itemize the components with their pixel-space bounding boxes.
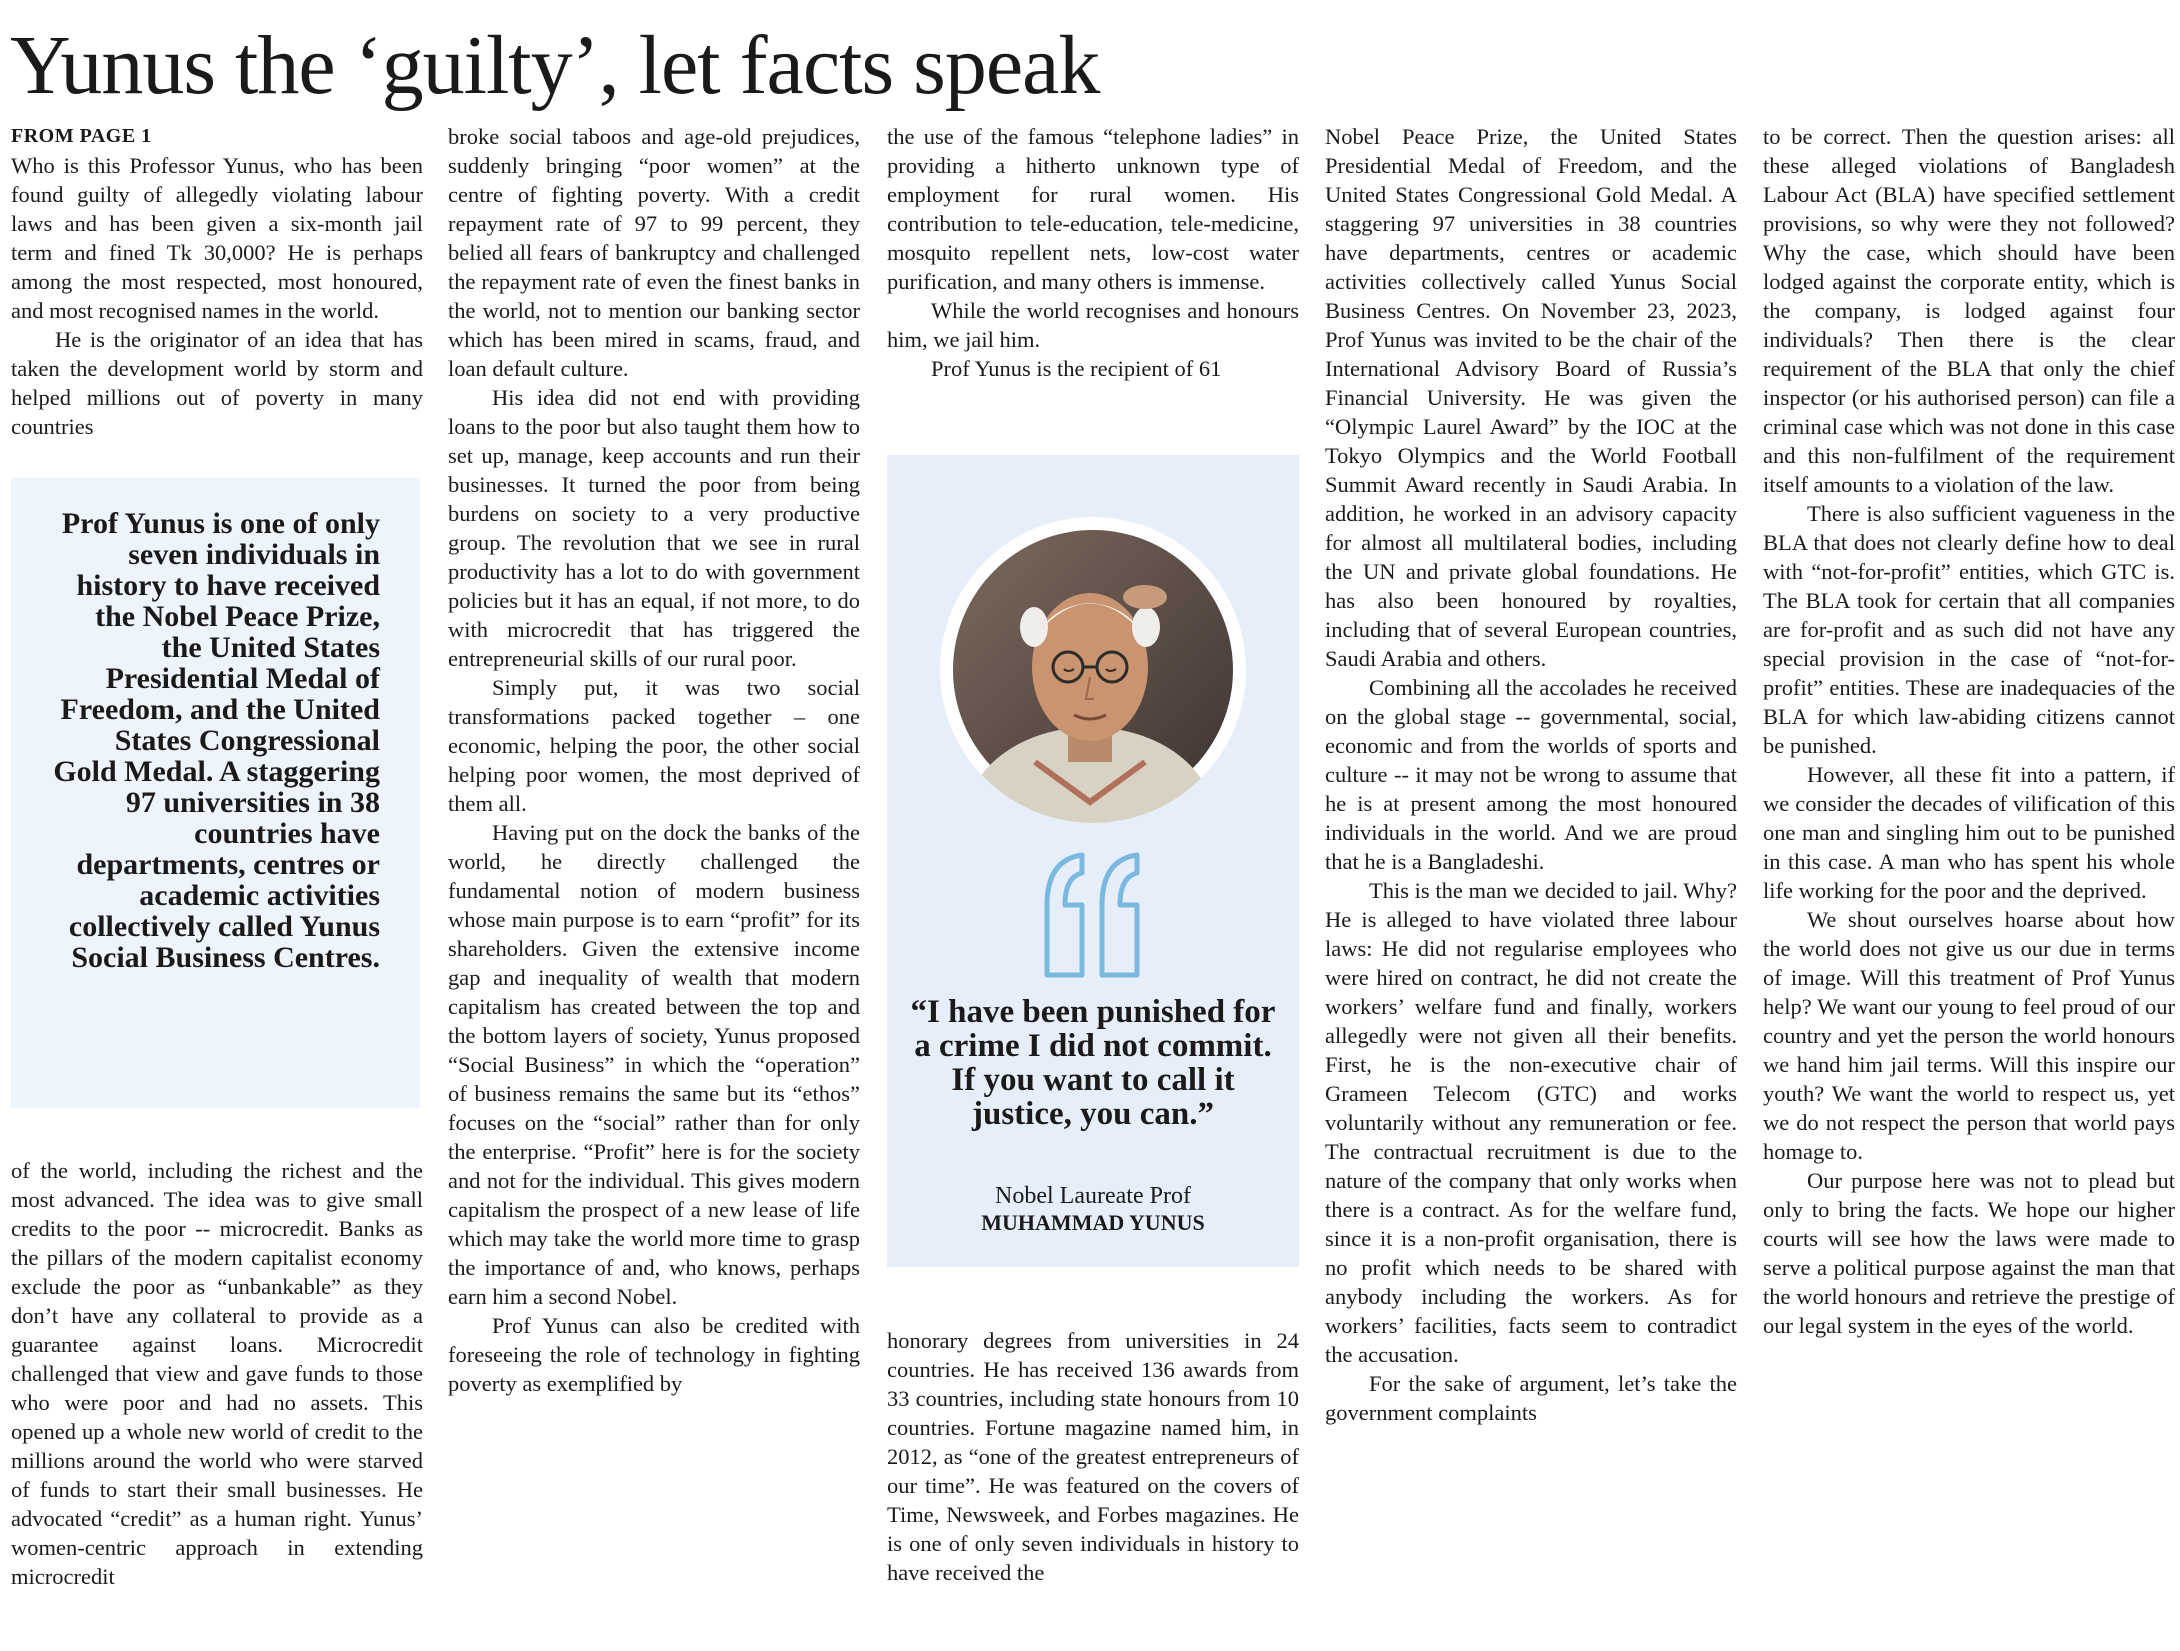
paragraph: honorary degrees from universities in 24 countries. He has received 136 awards from 33 countries, including state honours from 10 countries. Fortune magazine named him, in 2012, as “one of the greatest entrepreneurs of our time”. He was featured on the covers of Time, Newsweek, and Forbes magazines. He is one of only seven individuals in history to have received the bbox=[887, 1328, 1299, 1585]
paragraph: to be correct. Then the question arises: all these alleged violations of Bangladesh Labour Act (BLA) have specified settlement provisions, so why were they not followed? Why the case, which should have been lodged against the corporate entity, which is the company, is lodged against four individuals? Then there is the clear requirement of the BLA that only the chief inspector (or his authorised person) can file a criminal case which was not done in this case and this non-fulfilment of the requirement itself amounts to a violation of the law. bbox=[1763, 124, 2175, 497]
column-4 bbox=[1325, 122, 1737, 1427]
quote-attribution-name: MUHAMMAD YUNUS bbox=[981, 1210, 1205, 1235]
portrait-photo bbox=[940, 517, 1246, 823]
column-2 bbox=[448, 122, 860, 1398]
quote-box bbox=[887, 455, 1299, 1267]
paragraph: Our purpose here was not to plead but only to bring the facts. We hope our higher courts will see how the laws were made to serve a political purpose against the man that the world honours and retrieve the prestige of our legal system in the eyes of the world. bbox=[1763, 1168, 2175, 1338]
pull-quote-box bbox=[11, 478, 420, 1108]
pull-quote-text: Prof Yunus is one of only seven individuals in history to have received the Nobel Peace Prize, the United States Presidential Medal of Freedom, and the United States Congressional Gold Medal. A staggering 97 universities in 38 countries have departments, centres or academic activities collectively called Yunus Social Business Centres. bbox=[53, 507, 380, 974]
paragraph: Prof Yunus is the recipient of 61 bbox=[931, 356, 1222, 381]
paragraph: His idea did not end with providing loans to the poor but also taught them how to set up, manage, keep accounts and run their businesses. It turned the poor from being burdens on society to a very productive group. The revolution that we see in rural productivity has a lot to do with government policies but it has an equal, if not more, to do with microcredit that has triggered the entrepreneurial skills of our rural poor. bbox=[448, 385, 860, 671]
paragraph: Nobel Peace Prize, the United States Presidential Medal of Freedom, and the United States Congressional Gold Medal. A staggering 97 universities in 38 countries have departments, centres or academic activities collectively called Yunus Social Business Centres. On November 23, 2023, Prof Yunus was invited to be the chair of the International Advisory Board of Russia’s Financial University. He was given the “Olympic Laurel Award” by the IOC at the Tokyo Olympics and the World Football Summit Award recently in Saudi Arabia. In addition, he worked in an advisory capacity for almost all multilateral bodies, including the UN and private global foundations. He has also been honoured by royalties, including that of several European countries, Saudi Arabia and others. bbox=[1325, 124, 1737, 671]
column-3-bottom bbox=[887, 1326, 1299, 1587]
paragraph: the use of the famous “telephone ladies” in providing a hitherto unknown type of employment for rural women. His contribution to tele-education, tele-medicine, mosquito repellent nets, low-cost water purification, and many others is immense. bbox=[887, 124, 1299, 294]
column-1-top bbox=[11, 122, 423, 441]
paragraph: However, all these fit into a pattern, if we consider the decades of vilification of this one man and singling him out to be punished in this case. A man who has spent his whole life working for the poor and the deprived. bbox=[1763, 762, 2175, 903]
paragraph: While the world recognises and honours him, we jail him. bbox=[887, 298, 1299, 352]
paragraph: This is the man we decided to jail. Why? He is alleged to have violated three labour laws: He did not regularise employees who were hired on contract, he did not create the workers’ welfare fund and finally, workers allegedly were not given all their benefits. First, he is the non-executive chair of Grameen Telecom (GTC) and works voluntarily without any remuneration or fee. The contractual recruitment is due to the nature of the company that only works when there is a contract. As for the welfare fund, since it is a non-profit organisation, there is no profit which needs to be shared with anybody including the workers. As for workers’ facilities, facts seem to contradict the accusation. bbox=[1325, 878, 1737, 1367]
column-3-top bbox=[887, 122, 1299, 383]
paragraph: of the world, including the richest and the most advanced. The idea was to give small credits to the poor -- microcredit. Banks as the pillars of the modern capitalist economy exclude the poor as “unbankable” as they don’t have any collateral to provide as a guarantee against loans. Microcredit challenged that view and gave funds to those who were poor and had no assets. This opened up a whole new world of credit to the millions around the world who were starved of funds to start their small businesses. He advocated “credit” as a human right. Yunus’ women-centric approach in extending microcredit bbox=[11, 1158, 423, 1589]
paragraph: For the sake of argument, let’s take the government complaints bbox=[1325, 1371, 1737, 1425]
paragraph: Combining all the accolades he received on the global stage -- governmental, social, economic and from the worlds of sports and culture -- it may not be wrong to assume that he is at present among the most honoured individuals in the world. And we are proud that he is a Bangladeshi. bbox=[1325, 675, 1737, 874]
paragraph: Simply put, it was two social transformations packed together – one economic, helping the poor, the other social helping poor women, the most deprived of them all. bbox=[448, 675, 860, 816]
column-1-bottom bbox=[11, 1156, 423, 1591]
paragraph: We shout ourselves hoarse about how the world does not give us our due in terms of image. Will this treatment of Prof Yunus help? We want our young to feel proud of our country and yet the person the world honours we hand him jail terms. Will this inspire our youth? We want the world to respect us, yet we do not respect the person that world pays homage to. bbox=[1763, 907, 2175, 1164]
paragraph: Prof Yunus can also be credited with foreseeing the role of technology in fighting poverty as exemplified by bbox=[448, 1313, 860, 1396]
quote-attribution-title: Nobel Laureate Prof bbox=[995, 1183, 1191, 1209]
paragraph: He is the originator of an idea that has taken the development world by storm and helped millions out of poverty in many countries bbox=[11, 327, 423, 439]
paragraph: There is also sufficient vagueness in the BLA that does not clearly define how to deal with “not-for-profit” entities, which GTC is. The BLA took for certain that all companies are for-profit and as such did not have any special provision in the case of “not-for-profit” entities. These are inadequacies of the BLA for which law-abiding citizens cannot be punished. bbox=[1763, 501, 2175, 758]
paragraph: Who is this Professor Yunus, who has been found guilty of allegedly violating labour laws and has been given a six-month jail term and fined Tk 30,000? He is perhaps among the most respected, most honoured, and most recognised names in the world. bbox=[11, 153, 423, 323]
paragraph: broke social taboos and age-old prejudices, suddenly bringing “poor women” at the centre of fighting poverty. With a credit repayment rate of 97 to 99 percent, they belied all fears of bankruptcy and challenged the repayment rate of even the finest banks in the world, not to mention our banking sector which has been mired in scams, fraud, and loan default culture. bbox=[448, 124, 860, 381]
quote-text: “I have been punished for a crime I did not commit. If you want to call it justice, you can.” bbox=[910, 994, 1276, 1132]
portrait-illustration bbox=[940, 517, 1246, 823]
headline: Yunus the ‘guilty’, let facts speak bbox=[10, 19, 1100, 112]
column-5 bbox=[1763, 122, 2175, 1340]
kicker: FROM PAGE 1 bbox=[11, 125, 152, 147]
paragraph: Having put on the dock the banks of the world, he directly challenged the fundamental notion of modern business whose main purpose is to earn “profit” for its shareholders. Given the extensive income gap and inequality of wealth that modern capitalism has created between the top and the bottom layers of society, Yunus proposed “Social Business” in which the “operation” of business remains the same but its “ethos” focuses on the “social” rather than for only the enterprise. “Profit” here is for the society and not for the individual. This gives modern capitalism the prospect of a new lease of life which may take the world more time to grasp the importance of and, who knows, perhaps earn him a second Nobel. bbox=[448, 820, 860, 1309]
